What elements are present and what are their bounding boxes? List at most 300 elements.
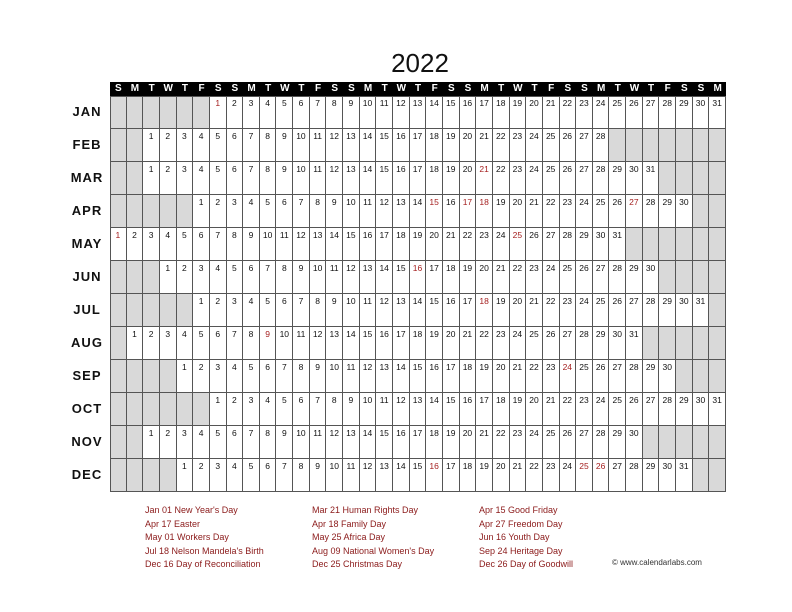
day-cell: 2 <box>227 96 244 129</box>
day-cell: 13 <box>393 195 410 228</box>
day-cell: 27 <box>626 294 643 327</box>
day-cell: 26 <box>593 459 610 492</box>
day-cell: 23 <box>560 294 577 327</box>
day-cell: 26 <box>543 327 560 360</box>
holiday-list-item: Jul 18 Nelson Mandela's Birth <box>145 545 264 556</box>
day-cell: 18 <box>493 393 510 426</box>
day-cell: 14 <box>426 96 443 129</box>
day-cell: 11 <box>376 393 393 426</box>
weekday-letter: T <box>648 83 655 94</box>
day-cell: 11 <box>293 327 310 360</box>
day-cell: 25 <box>609 393 626 426</box>
empty-day-cell <box>160 96 177 129</box>
empty-day-cell <box>177 195 194 228</box>
day-cell: 2 <box>210 294 227 327</box>
day-cell: 4 <box>227 459 244 492</box>
empty-day-cell <box>127 129 144 162</box>
day-cell: 10 <box>343 195 360 228</box>
day-cell: 24 <box>526 162 543 195</box>
day-cell: 20 <box>460 162 477 195</box>
day-cell: 24 <box>560 360 577 393</box>
day-cell: 6 <box>276 195 293 228</box>
day-cell: 8 <box>243 327 260 360</box>
empty-day-cell <box>127 294 144 327</box>
day-cell: 31 <box>609 228 626 261</box>
day-cell: 13 <box>376 459 393 492</box>
day-cell: 3 <box>227 195 244 228</box>
day-cell: 11 <box>276 228 293 261</box>
day-cell: 16 <box>410 261 427 294</box>
weekday-letter: S <box>447 83 455 94</box>
day-cell: 11 <box>310 426 327 459</box>
day-cell: 16 <box>360 228 377 261</box>
day-cell: 15 <box>410 459 427 492</box>
day-cell: 24 <box>593 393 610 426</box>
day-cell: 10 <box>360 96 377 129</box>
day-cell: 26 <box>560 129 577 162</box>
day-cell: 11 <box>376 96 393 129</box>
day-cell: 25 <box>543 426 560 459</box>
weekday-letter: F <box>198 83 205 94</box>
day-cell: 14 <box>343 327 360 360</box>
day-cell: 11 <box>310 162 327 195</box>
weekday-letter: M <box>713 83 722 94</box>
holiday-list-item: Apr 17 Easter <box>145 518 201 529</box>
day-cell: 26 <box>609 294 626 327</box>
day-cell: 13 <box>393 294 410 327</box>
day-cell: 14 <box>393 360 410 393</box>
day-cell: 28 <box>593 162 610 195</box>
day-cell: 18 <box>460 459 477 492</box>
day-cell: 10 <box>293 426 310 459</box>
day-cell: 28 <box>593 129 610 162</box>
day-cell: 14 <box>410 294 427 327</box>
day-cell: 29 <box>643 459 660 492</box>
day-cell: 8 <box>260 426 277 459</box>
day-cell: 18 <box>460 360 477 393</box>
day-cell: 6 <box>243 261 260 294</box>
day-cell: 13 <box>410 393 427 426</box>
day-cell: 28 <box>576 327 593 360</box>
day-cell: 19 <box>460 261 477 294</box>
day-cell: 8 <box>293 360 310 393</box>
empty-day-cell <box>659 261 676 294</box>
day-cell: 6 <box>276 294 293 327</box>
day-cell: 23 <box>576 393 593 426</box>
day-cell: 18 <box>410 327 427 360</box>
empty-day-cell <box>110 294 127 327</box>
day-cell: 3 <box>243 96 260 129</box>
day-cell: 23 <box>560 195 577 228</box>
weekday-letter: W <box>280 83 290 94</box>
weekday-letter: T <box>298 83 305 94</box>
day-cell: 25 <box>543 162 560 195</box>
day-cell: 24 <box>526 426 543 459</box>
day-cell: 22 <box>526 360 543 393</box>
day-cell: 14 <box>426 393 443 426</box>
day-cell: 25 <box>576 459 593 492</box>
day-cell: 30 <box>659 360 676 393</box>
day-cell: 2 <box>160 129 177 162</box>
empty-day-cell <box>693 129 710 162</box>
day-cell: 23 <box>543 360 560 393</box>
day-cell: 5 <box>177 228 194 261</box>
weekday-letter: M <box>363 83 373 94</box>
day-cell: 11 <box>326 261 343 294</box>
day-cell: 28 <box>626 459 643 492</box>
day-cell: 20 <box>526 393 543 426</box>
day-cell: 6 <box>193 228 210 261</box>
day-cell: 25 <box>526 327 543 360</box>
day-cell: 21 <box>543 96 560 129</box>
empty-day-cell <box>110 261 127 294</box>
day-cell: 20 <box>510 195 527 228</box>
day-cell: 18 <box>476 294 493 327</box>
day-cell: 7 <box>243 162 260 195</box>
day-cell: 11 <box>360 294 377 327</box>
day-cell: 21 <box>510 360 527 393</box>
day-cell: 19 <box>510 393 527 426</box>
empty-day-cell <box>676 426 693 459</box>
empty-day-cell <box>177 294 194 327</box>
day-cell: 14 <box>393 459 410 492</box>
day-cell: 1 <box>143 129 160 162</box>
day-cell: 21 <box>526 195 543 228</box>
day-cell: 6 <box>227 162 244 195</box>
day-cell: 27 <box>609 459 626 492</box>
day-cell: 14 <box>360 162 377 195</box>
day-cell: 28 <box>659 96 676 129</box>
day-cell: 7 <box>243 129 260 162</box>
day-cell: 17 <box>476 393 493 426</box>
day-cell: 3 <box>210 459 227 492</box>
day-cell: 25 <box>510 228 527 261</box>
day-cell: 28 <box>643 294 660 327</box>
day-cell: 26 <box>626 393 643 426</box>
empty-day-cell <box>676 228 693 261</box>
day-cell: 11 <box>310 129 327 162</box>
empty-day-cell <box>693 261 710 294</box>
day-cell: 1 <box>210 96 227 129</box>
day-cell: 5 <box>193 327 210 360</box>
day-cell: 19 <box>476 360 493 393</box>
day-cell: 24 <box>510 327 527 360</box>
day-cell: 6 <box>293 96 310 129</box>
weekday-letter: F <box>315 83 322 94</box>
day-cell: 29 <box>609 162 626 195</box>
weekday-letter: M <box>130 83 140 94</box>
empty-day-cell <box>160 294 177 327</box>
day-cell: 9 <box>343 96 360 129</box>
empty-day-cell <box>659 228 676 261</box>
day-cell: 2 <box>127 228 144 261</box>
day-cell: 6 <box>260 459 277 492</box>
month-label: AUG <box>71 335 103 350</box>
empty-day-cell <box>127 195 144 228</box>
day-cell: 22 <box>510 261 527 294</box>
day-cell: 30 <box>626 426 643 459</box>
day-cell: 31 <box>693 294 710 327</box>
day-cell: 3 <box>243 393 260 426</box>
day-cell: 24 <box>526 129 543 162</box>
day-cell: 6 <box>210 327 227 360</box>
day-cell: 15 <box>393 261 410 294</box>
day-cell: 18 <box>426 162 443 195</box>
day-cell: 6 <box>260 360 277 393</box>
empty-day-cell <box>143 294 160 327</box>
day-cell: 28 <box>626 360 643 393</box>
day-cell: 12 <box>326 129 343 162</box>
day-cell: 13 <box>326 327 343 360</box>
day-cell: 11 <box>343 459 360 492</box>
day-cell: 26 <box>560 426 577 459</box>
day-cell: 10 <box>360 393 377 426</box>
day-cell: 15 <box>376 162 393 195</box>
day-cell: 20 <box>460 129 477 162</box>
day-cell: 22 <box>543 294 560 327</box>
day-cell: 25 <box>593 195 610 228</box>
day-cell: 13 <box>343 426 360 459</box>
day-cell: 12 <box>326 162 343 195</box>
empty-day-cell <box>676 327 693 360</box>
day-cell: 29 <box>659 195 676 228</box>
empty-day-cell <box>676 129 693 162</box>
empty-day-cell <box>110 327 127 360</box>
day-cell: 29 <box>593 327 610 360</box>
empty-day-cell <box>143 393 160 426</box>
day-cell: 27 <box>626 195 643 228</box>
month-label: DEC <box>71 467 103 482</box>
day-cell: 17 <box>443 360 460 393</box>
month-label: NOV <box>71 434 103 449</box>
day-cell: 27 <box>560 327 577 360</box>
day-cell: 20 <box>493 459 510 492</box>
day-cell: 10 <box>276 327 293 360</box>
day-cell: 24 <box>593 96 610 129</box>
empty-day-cell <box>659 129 676 162</box>
day-cell: 18 <box>476 195 493 228</box>
holiday-list-item: Sep 24 Heritage Day <box>479 545 563 556</box>
holiday-list-item: Dec 16 Day of Reconciliation <box>145 559 261 569</box>
month-label: SEP <box>72 368 102 383</box>
day-cell: 1 <box>110 228 127 261</box>
day-cell: 12 <box>310 327 327 360</box>
day-cell: 3 <box>160 327 177 360</box>
weekday-letter: M <box>480 83 489 94</box>
day-cell: 9 <box>326 294 343 327</box>
day-cell: 8 <box>260 129 277 162</box>
calendar-year-title: 2022 <box>391 48 449 78</box>
day-cell: 8 <box>293 459 310 492</box>
weekday-letter: S <box>681 83 688 94</box>
day-cell: 21 <box>476 162 493 195</box>
day-cell: 29 <box>676 393 693 426</box>
day-cell: 18 <box>426 129 443 162</box>
day-cell: 9 <box>260 327 277 360</box>
empty-day-cell <box>676 261 693 294</box>
day-cell: 12 <box>293 228 310 261</box>
day-cell: 12 <box>326 426 343 459</box>
day-cell: 29 <box>609 426 626 459</box>
weekday-letter: F <box>431 83 438 94</box>
day-cell: 23 <box>543 459 560 492</box>
day-cell: 15 <box>443 96 460 129</box>
day-cell: 16 <box>460 393 477 426</box>
day-cell: 3 <box>143 228 160 261</box>
day-cell: 22 <box>460 228 477 261</box>
day-cell: 23 <box>510 426 527 459</box>
day-cell: 22 <box>476 327 493 360</box>
day-cell: 8 <box>276 261 293 294</box>
day-cell: 20 <box>426 228 443 261</box>
day-cell: 5 <box>260 195 277 228</box>
day-cell: 2 <box>210 195 227 228</box>
day-cell: 16 <box>393 426 410 459</box>
day-cell: 21 <box>443 228 460 261</box>
weekday-letter: S <box>581 83 588 94</box>
weekday-letter: F <box>664 83 671 94</box>
day-cell: 23 <box>576 96 593 129</box>
day-cell: 1 <box>210 393 227 426</box>
empty-day-cell <box>693 459 710 492</box>
day-cell: 29 <box>576 228 593 261</box>
day-cell: 7 <box>276 360 293 393</box>
day-cell: 28 <box>659 393 676 426</box>
day-cell: 27 <box>593 261 610 294</box>
day-cell: 2 <box>160 426 177 459</box>
day-cell: 4 <box>227 360 244 393</box>
day-cell: 16 <box>443 294 460 327</box>
empty-day-cell <box>110 426 127 459</box>
weekday-letter: T <box>181 83 188 94</box>
month-label: FEB <box>72 137 102 152</box>
day-cell: 4 <box>243 195 260 228</box>
day-cell: 7 <box>293 294 310 327</box>
day-cell: 31 <box>643 162 660 195</box>
month-label: MAY <box>71 236 103 251</box>
empty-day-cell <box>676 360 693 393</box>
day-cell: 21 <box>476 129 493 162</box>
day-cell: 22 <box>493 162 510 195</box>
day-cell: 5 <box>276 393 293 426</box>
day-cell: 22 <box>560 96 577 129</box>
empty-day-cell <box>709 294 726 327</box>
empty-day-cell <box>659 162 676 195</box>
empty-day-cell <box>110 195 127 228</box>
day-cell: 28 <box>643 195 660 228</box>
empty-day-cell <box>110 459 127 492</box>
weekday-header-row <box>110 82 726 96</box>
holiday-list-item: May 25 Africa Day <box>312 532 386 542</box>
holiday-list-item: Apr 27 Freedom Day <box>479 518 563 529</box>
day-cell: 5 <box>276 96 293 129</box>
empty-day-cell <box>127 360 144 393</box>
year-linear-calendar <box>110 82 726 492</box>
empty-day-cell <box>609 129 626 162</box>
day-cell: 22 <box>543 195 560 228</box>
day-cell: 22 <box>493 129 510 162</box>
day-cell: 5 <box>243 459 260 492</box>
day-cell: 25 <box>560 261 577 294</box>
day-cell: 17 <box>460 294 477 327</box>
day-cell: 10 <box>293 129 310 162</box>
holiday-list-item: Dec 26 Day of Goodwill <box>479 559 574 569</box>
day-cell: 30 <box>693 96 710 129</box>
weekday-letter: S <box>564 83 572 94</box>
day-cell: 12 <box>393 96 410 129</box>
weekday-letter: T <box>614 83 621 94</box>
day-cell: 16 <box>426 360 443 393</box>
empty-day-cell <box>127 162 144 195</box>
day-cell: 25 <box>543 129 560 162</box>
day-cell: 26 <box>576 261 593 294</box>
day-cell: 30 <box>659 459 676 492</box>
empty-day-cell <box>177 96 194 129</box>
empty-day-cell <box>193 393 210 426</box>
day-cell: 5 <box>260 294 277 327</box>
holiday-list-item: Jun 16 Youth Day <box>479 532 550 542</box>
day-cell: 19 <box>410 228 427 261</box>
weekday-letter: S <box>114 83 122 94</box>
empty-day-cell <box>110 96 127 129</box>
day-cell: 15 <box>443 393 460 426</box>
day-cell: 10 <box>260 228 277 261</box>
day-cell: 9 <box>343 393 360 426</box>
month-label: OCT <box>71 401 103 416</box>
day-cell: 20 <box>460 426 477 459</box>
day-cell: 27 <box>576 162 593 195</box>
day-cell: 14 <box>326 228 343 261</box>
empty-day-cell <box>709 459 726 492</box>
holiday-list-column-2 <box>312 504 492 572</box>
day-cell: 1 <box>127 327 144 360</box>
holiday-list-item: Dec 25 Christmas Day <box>312 559 403 569</box>
day-cell: 2 <box>193 459 210 492</box>
holiday-list-item: Mar 21 Human Rights Day <box>312 505 419 515</box>
empty-day-cell <box>160 360 177 393</box>
day-cell: 21 <box>460 327 477 360</box>
empty-day-cell <box>709 261 726 294</box>
day-cell: 27 <box>643 393 660 426</box>
day-cell: 27 <box>576 426 593 459</box>
empty-day-cell <box>693 162 710 195</box>
day-cell: 30 <box>676 195 693 228</box>
day-cell: 28 <box>609 261 626 294</box>
day-cell: 2 <box>143 327 160 360</box>
day-cell: 18 <box>426 426 443 459</box>
weekday-letter: W <box>396 83 407 94</box>
day-cell: 24 <box>543 261 560 294</box>
day-cell: 23 <box>510 129 527 162</box>
holiday-list-item: May 01 Workers Day <box>145 532 229 542</box>
empty-day-cell <box>643 426 660 459</box>
day-cell: 8 <box>310 195 327 228</box>
day-cell: 24 <box>493 228 510 261</box>
day-cell: 12 <box>376 195 393 228</box>
day-cell: 16 <box>393 129 410 162</box>
day-cell: 19 <box>476 459 493 492</box>
day-cell: 23 <box>510 162 527 195</box>
day-cell: 7 <box>310 393 327 426</box>
day-cell: 16 <box>426 459 443 492</box>
day-cell: 5 <box>243 360 260 393</box>
empty-day-cell <box>127 459 144 492</box>
day-cell: 2 <box>227 393 244 426</box>
day-cell: 7 <box>243 426 260 459</box>
empty-day-cell <box>709 228 726 261</box>
day-cell: 17 <box>410 426 427 459</box>
empty-day-cell <box>143 261 160 294</box>
